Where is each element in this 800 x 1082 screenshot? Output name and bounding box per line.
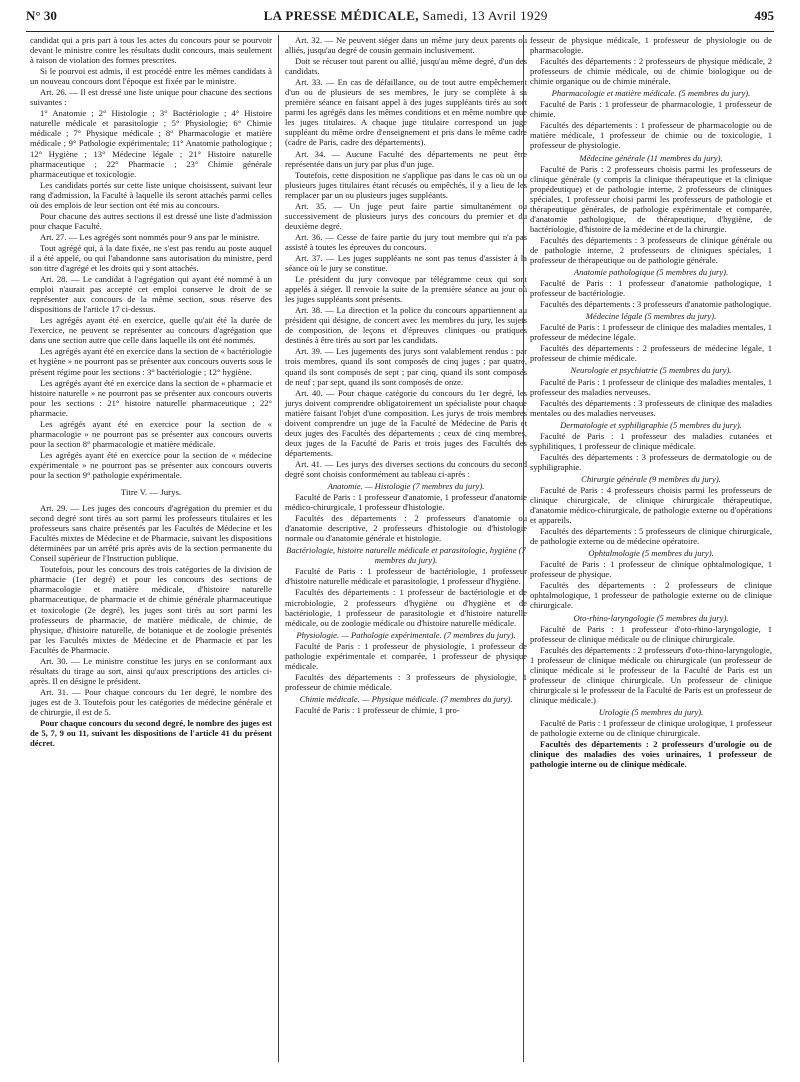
section-heading: Médecine légale (5 membres du jury). <box>585 311 717 322</box>
paragraph: Facultés des départements : 1 professeur de pharmacologie ou de matière médicale, 1 professeur de chimie ou de toxicologie, 1 professeur de physiologie. <box>530 120 772 151</box>
paragraph: Faculté de Paris : 1 professeur de physiologie, 1 professeur de pathologie expérimentale et comparée, 1 professeur de physique médicale. <box>285 640 527 671</box>
section-heading: Anatomie. — Histologie (7 membres du jury). <box>327 481 485 492</box>
paragraph: Les agrégés ayant été en exercice pour la section de « pharmacologie » ne pourront pas se présenter aux concours ouverts pour la section 8° pharmacologie et matière médicale. <box>30 418 272 449</box>
paragraph: Faculté de Paris : 2 professeurs choisis parmi les professeurs de clinique générale (y compris la clinique thérapeutique et la clinique propédeutique) et de pathologie interne, 2 professeurs de cliniques spéciales, 1 professeur choisi parmi les professeurs de pathologie et thérapeutique générales, de pathologie expérimentale et comparée, d'anatomie pathologique, de thérapeutique, d'hygiène, de bactériologie, d'histoire de la médecine et de la chirurgie. <box>530 163 772 234</box>
column-right <box>530 35 772 770</box>
section-heading: Pharmacologie et matière médicale. (5 membres du jury). <box>551 88 751 99</box>
paragraph: candidat qui a pris part à tous les actes du concours pour se pourvoir devant le ministre contre les résultats dudit concours, mais seulement à raison de violation des formes prescrites. <box>30 35 272 66</box>
paragraph: 1° Anatomie ; 2° Histologie ; 3° Bactériologie ; 4° Histoire naturelle médicale et parasitologie ; 5° Physiologie; 6° Chimie médicale ; 7° Physique médicale ; 8° Pharmacologie et matière médicale ; 9° Pathologie expérimentale; 11° Anatomie pathologique ; 12° Hygiène ; 13° Médecine légale ; 21° Histoire naturelle pharmaceutique ; 22° Pharmacie ; 23° Chimie générale pharmaceutique et toxicologie. <box>30 108 272 179</box>
section-heading: Anatomie pathologique (5 membres du jury). <box>573 267 729 278</box>
paragraph: Pour chacune des autres sections il est dressé une liste d'admission pour chaque Faculté. <box>30 210 272 231</box>
paragraph: Si le pourvoi est admis, il est procédé entre les mêmes candidats à un nouveau concours dont l'époque est fixée par le ministre. <box>30 66 272 87</box>
section-heading: Urologie (5 membres du jury). <box>598 706 704 717</box>
paragraph: Faculté de Paris : 1 professeur d'oto-rhino-laryngologie, 1 professeur de clinique médicale ou de clinique chirurgicale. <box>530 623 772 644</box>
issue-number: N° 30 <box>26 8 57 23</box>
paragraph: Faculté de Paris : 1 professeur de clinique ophtalmologique, 1 professeur de physique. <box>530 559 772 580</box>
paragraph: Art. 41. — Les jurys des diverses sections du concours du second degré sont choisis conformément au tableau ci-après : <box>285 458 527 479</box>
paragraph: Les agrégés ayant été en exercice pour la section de « médecine expérimentale » ne pourront pas se présenter aux concours ouverts pour la section 9° pathologie expérimentale. <box>30 449 272 480</box>
paragraph: Facultés des départements : 3 professeurs de clinique des maladies mentales ou des maladies nerveuses. <box>530 397 772 418</box>
paragraph: Art. 30. — Le ministre constitue les jurys en se conformant aux résultats du tirage au sort, ainsi qu'aux prescriptions des articles ci-après. Il en désigne le président. <box>30 655 272 686</box>
paragraph: Art. 33. — En cas de défaillance, ou de tout autre empêchement d'un ou de plusieurs de ses membres, le jury se complète à sa première séance en faisant appel à des juges suppléants tirés au sort parmi les agrégés dans les mêmes conditions et en même nombre que les juges titulaires. A chaque juge titulaire correspond un juge suppléant du même ordre d'enseignement et pris dans le même cadre (cadre de Paris, cadre des départements). <box>285 77 527 148</box>
section-heading: Chimie médicale. — Physique médicale. (7 membres du jury). <box>299 693 513 704</box>
section-heading: Chirurgie générale (9 membres du jury). <box>581 473 721 484</box>
paragraph: Faculté de Paris : 1 professeur de clinique des maladies mentales, 1 professeur de médecine légale. <box>530 322 772 343</box>
paragraph: Faculté de Paris : 1 professeur de chimie, 1 pro- <box>295 705 460 715</box>
column-left <box>30 35 272 749</box>
paragraph: Pour chaque concours du second degré, le nombre des juges est de 5, 7, 9 ou 11, suivant les dispositions de l'article 41 du présent décret. <box>30 718 272 749</box>
paragraph: Art. 40. — Pour chaque catégorie du concours du 1er degré, les jurys doivent comprendre obligatoirement un spécialiste pour chaque matière faisant l'objet d'une composition. Les jurys de trois membres doivent comprendre un juge de la Faculté de Médecine de Paris et deux juges des Facultés des départements ; ceux de cinq membres, deux juges de la Faculté de Paris et trois juges des Facultés des départements. <box>285 387 527 458</box>
paragraph: Les agrégés ayant été en exercice dans la section de « bactériologie et hygiène » ne pourront pas se présenter aux concours ouverts sous le présent régime pour les sections : 3° bactériologie ; 12° hygiène. <box>30 346 272 377</box>
paragraph: Le président du jury convoque par télégramme ceux qui sont appelés à siéger. Il renvoie la suite de la première séance au jour où les juges suppléants sont présents. <box>285 274 527 305</box>
paragraph: fesseur de physique médicale, 1 professeur de physiologie ou de pharmacologie. <box>530 35 772 56</box>
page-number: 495 <box>754 8 774 23</box>
paragraph: Faculté de Paris : 1 professeur des maladies cutanées et syphilitiques, 1 professeur de clinique médicale. <box>530 430 772 451</box>
paragraph: Faculté de Paris : 1 professeur d'anatomie pathologique, 1 professeur de bactériologie. <box>530 278 772 299</box>
paragraph: Faculté de Paris : 1 professeur de clinique urologique, 1 professeur de pathologie externe ou de clinique chirurgicale. <box>530 718 772 739</box>
paragraph: Facultés des départements : 1 professeur de bactériologie et de microbiologie, 2 professeurs d'hygiène ou d'hygiène et de bactériologie, 1 professeur de parasitologie et d'histoire naturelle médicale, ou de zoologie médicale ou d'histoire naturelle médicale. <box>285 587 527 628</box>
paragraph: Facultés des départements : 2 professeurs d'urologie ou de clinique des maladies des voies urinaires, 1 professeur de pathologie interne ou de clinique médicale. <box>530 739 772 770</box>
paragraph: Facultés des départements : 3 professeurs de dermatologie ou de syphiligraphie. <box>530 451 772 472</box>
header-rule <box>26 31 774 32</box>
paragraph: Art. 32. — Ne peuvent siéger dans un même jury deux parents ou alliés, jusqu'au degré de cousin germain inclusivement. <box>285 35 527 56</box>
paragraph: Faculté de Paris : 1 professeur de bactériologie, 1 professeur d'histoire naturelle médicale et parasitologie, 1 professeur d'hygiène. <box>285 566 527 587</box>
paragraph: Faculté de Paris : 4 professeurs choisis parmi les professeurs de clinique chirurgicale, de clinique chirurgicale thérapeutique, d'anatomie médico-chirurgicale, de pathologie externe ou d'opérations et appareils. <box>530 484 772 526</box>
page-header <box>26 8 774 30</box>
paragraph: Facultés des départements : 3 professeurs d'anatomie pathologique. <box>540 299 772 310</box>
section-heading: Physiologie. — Pathologie expérimentale. (7 membres du jury). <box>296 629 516 640</box>
journal-title <box>264 8 548 24</box>
section-heading: Médecine générale (11 membres du jury). <box>579 152 723 163</box>
paragraph: Art. 34. — Aucune Faculté des départements ne peut être représentée dans un jury par plus d'un juge. <box>285 148 527 169</box>
paragraph: Art. 27. — Les agrégés sont nommés pour 9 ans par le ministre. <box>40 231 260 242</box>
paragraph: Toutefois, cette disposition ne s'applique pas dans le cas où un ou plusieurs juges titulaires étant récusés ou empêchés, il y a lieu de les remplacer par un ou plusieurs juges suppléants. <box>285 169 527 200</box>
column-middle <box>285 35 527 716</box>
paragraph: Art. 38. — La direction et la police du concours appartiennent au président qui désigne, de concert avec les membres du jury, les sujets de composition, de leçons et d'épreuves cliniques ou pratiques destinés à être tirés au sort par les candidats. <box>285 305 527 346</box>
paragraph: Facultés des départements : 3 professeurs de physiologie, 1 professeur de chimie médicale. <box>285 671 527 692</box>
paragraph: Faculté de Paris : 1 professeur d'anatomie, 1 professeur d'anatomie médico-chirurgicale, 1 professeur d'histologie. <box>285 492 527 513</box>
paragraph: Art. 28. — Le candidat à l'agrégation qui ayant été nommé à un emploi n'aurait pas accepté cet emploi conserve le droit de se représenter aux concours de la même section, sous réserve des dispositions de l'article 17 ci-dessus. <box>30 274 272 315</box>
paragraph: Facultés des départements : 3 professeurs de clinique générale ou de pathologie interne, 2 professeurs de cliniques spéciales, 1 professeur de thérapeutique ou de pathologie générale. <box>530 234 772 265</box>
paragraph: Art. 37. — Les juges suppléants ne sont pas tenus d'assister à la séance où le jury se constitue. <box>285 252 527 274</box>
paragraph: Art. 35. — Un juge peut faire partie simultanément ou successivement de plusieurs jurys des concours du premier et du deuxième degré. <box>285 200 527 231</box>
title-heading: Titre V. — Jurys. <box>120 487 182 498</box>
paragraph: Facultés des départements : 2 professeurs d'oto-rhino-laryngologie, 1 professeur de clinique médicale ou chirurgicale (un professeur de clinique médicale si le professeur de la Faculté de Paris est un professeur de clinique chirurgicale. Un professeur de clinique chirurgicale si le professeur de la Faculté de Paris est un professeur de clinique médicale.) <box>530 644 772 705</box>
section-heading: Dermatologie et syphiligraphie (5 membres du jury). <box>560 419 742 430</box>
paragraph: Facultés des départements : 2 professeurs de clinique ophtalmologique, 1 professeur de pathologie externe ou de clinique chirurgicale. <box>530 580 772 611</box>
paragraph: Les agrégés ayant été en exercice dans la section de « pharmacie et histoire naturelle » ne pourront pas se présenter aux concours ouverts pour les sections : 21° histoire naturelle pharmaceutique ; 22° pharmacie. <box>30 377 272 418</box>
paragraph: Facultés des départements : 2 professeurs d'anatomie ou d'anatomie descriptive, 2 professeurs d'histologie ou d'histologie normale ou d'anatomie générale et histologie. <box>285 513 527 544</box>
paragraph: Facultés des départements : 2 professeurs de médecine légale, 1 professeur de chimie médicale. <box>530 343 772 364</box>
journal-name: LA PRESSE MÉDICALE, <box>263 8 419 23</box>
issue-date: Samedi, 13 Avril 1929 <box>422 8 548 23</box>
paragraph: Faculté de Paris : 1 professeur de clinique des maladies mentales, 1 professeur des maladies nerveuses. <box>530 376 772 397</box>
section-heading: Oto-rhino-laryngologie (5 membres du jury). <box>573 612 729 623</box>
section-heading: Bactériologie, histoire naturelle médicale et parasitologie, hygiène (7 membres du jury). <box>286 545 526 566</box>
paragraph: Toutefois, pour les concours des trois catégories de la division de pharmacie (1er degré) et pour les concours des sections de pharmacologie et matière médicale, d'histoire naturelle pharmaceutique, de pharmacie et de chimie générale pharmaceutique et toxicologie (2e degré), les juges sont tirés au sort parmi les professeurs de pharmacie, de matière médicale, de chimie, de physique, d'histoire naturelle, de botanique et de zoologie présentés par les Facultés mixtes de Médecine et de Pharmacie et par les Facultés de Pharmacie. <box>30 564 272 655</box>
paragraph: Art. 36. — Cesse de faire partie du jury tout membre qui n'a pas assisté à toutes les épreuves du concours. <box>285 231 527 252</box>
paragraph: Facultés des départements : 2 professeurs de physique médicale, 2 professeurs de chimie médicale, ou de chimie biologique ou de chimie organique ou de chimie minérale. <box>530 56 772 87</box>
column-divider-1 <box>278 35 279 1062</box>
column-divider-2 <box>523 35 524 1062</box>
paragraph: Art. 29. — Les juges des concours d'agrégation du premier et du second degré sont tirés au sort parmi les professeurs titulaires et les professeurs sans chaire présentés par les Facultés de Médecine et les Facultés mixtes de Médecine et de Pharmacie, suivant les dispositions déterminées par un arrêté pris après avis de la section permanente du Conseil supérieur de l'Instruction publique. <box>30 503 272 564</box>
paragraph: Art. 26. — Il est dressé une liste unique pour chacune des sections suivantes : <box>30 87 272 108</box>
paragraph: Les candidats portés sur cette liste unique choisissent, suivant leur rang d'admission, la Faculté à laquelle ils seront attachés parmi celles où des emplois de leur section ont été mis au concours. <box>30 179 272 210</box>
paragraph: Tout agrégé qui, à la date fixée, ne s'est pas rendu au poste auquel il a été appelé, ou qui l'abandonne sans autorisation du ministre, perd son titre d'agrégé et les droits qui y sont attachés. <box>30 242 272 274</box>
section-heading: Ophtalmologie (5 membres du jury). <box>588 548 714 559</box>
paragraph: Doit se récuser tout parent ou allié, jusqu'au même degré, d'un des candidats. <box>285 56 527 77</box>
paragraph: Art. 31. — Pour chaque concours du 1er degré, le nombre des juges est de 3. Toutefois pour les catégories de médecine générale et de chirurgie, il est de 5. <box>30 686 272 717</box>
section-heading: Neurologie et psychiatrie (5 membres du jury). <box>570 365 732 376</box>
paragraph: Faculté de Paris : 1 professeur de pharmacologie, 1 professeur de chimie. <box>530 99 772 120</box>
paragraph: Les agrégés ayant été en exercice, quelle qu'ait été la durée de l'exercice, ne peuvent se représenter au concours d'agrégation que dans une section autre que celle dans laquelle ils ont été nommés. <box>30 315 272 346</box>
paragraph: Art. 39. — Les jugements des jurys sont valablement rendus : par trois membres, quand ils sont composés de cinq juges ; par quatre, quand ils sont composés de sept ; par cinq, quand ils sont composés de neuf ; par sept, quand ils sont composés de onze. <box>285 346 527 387</box>
paragraph: Facultés des départements : 5 professeurs de clinique chirurgicale, de pathologie externe ou de médecine opératoire. <box>530 526 772 547</box>
